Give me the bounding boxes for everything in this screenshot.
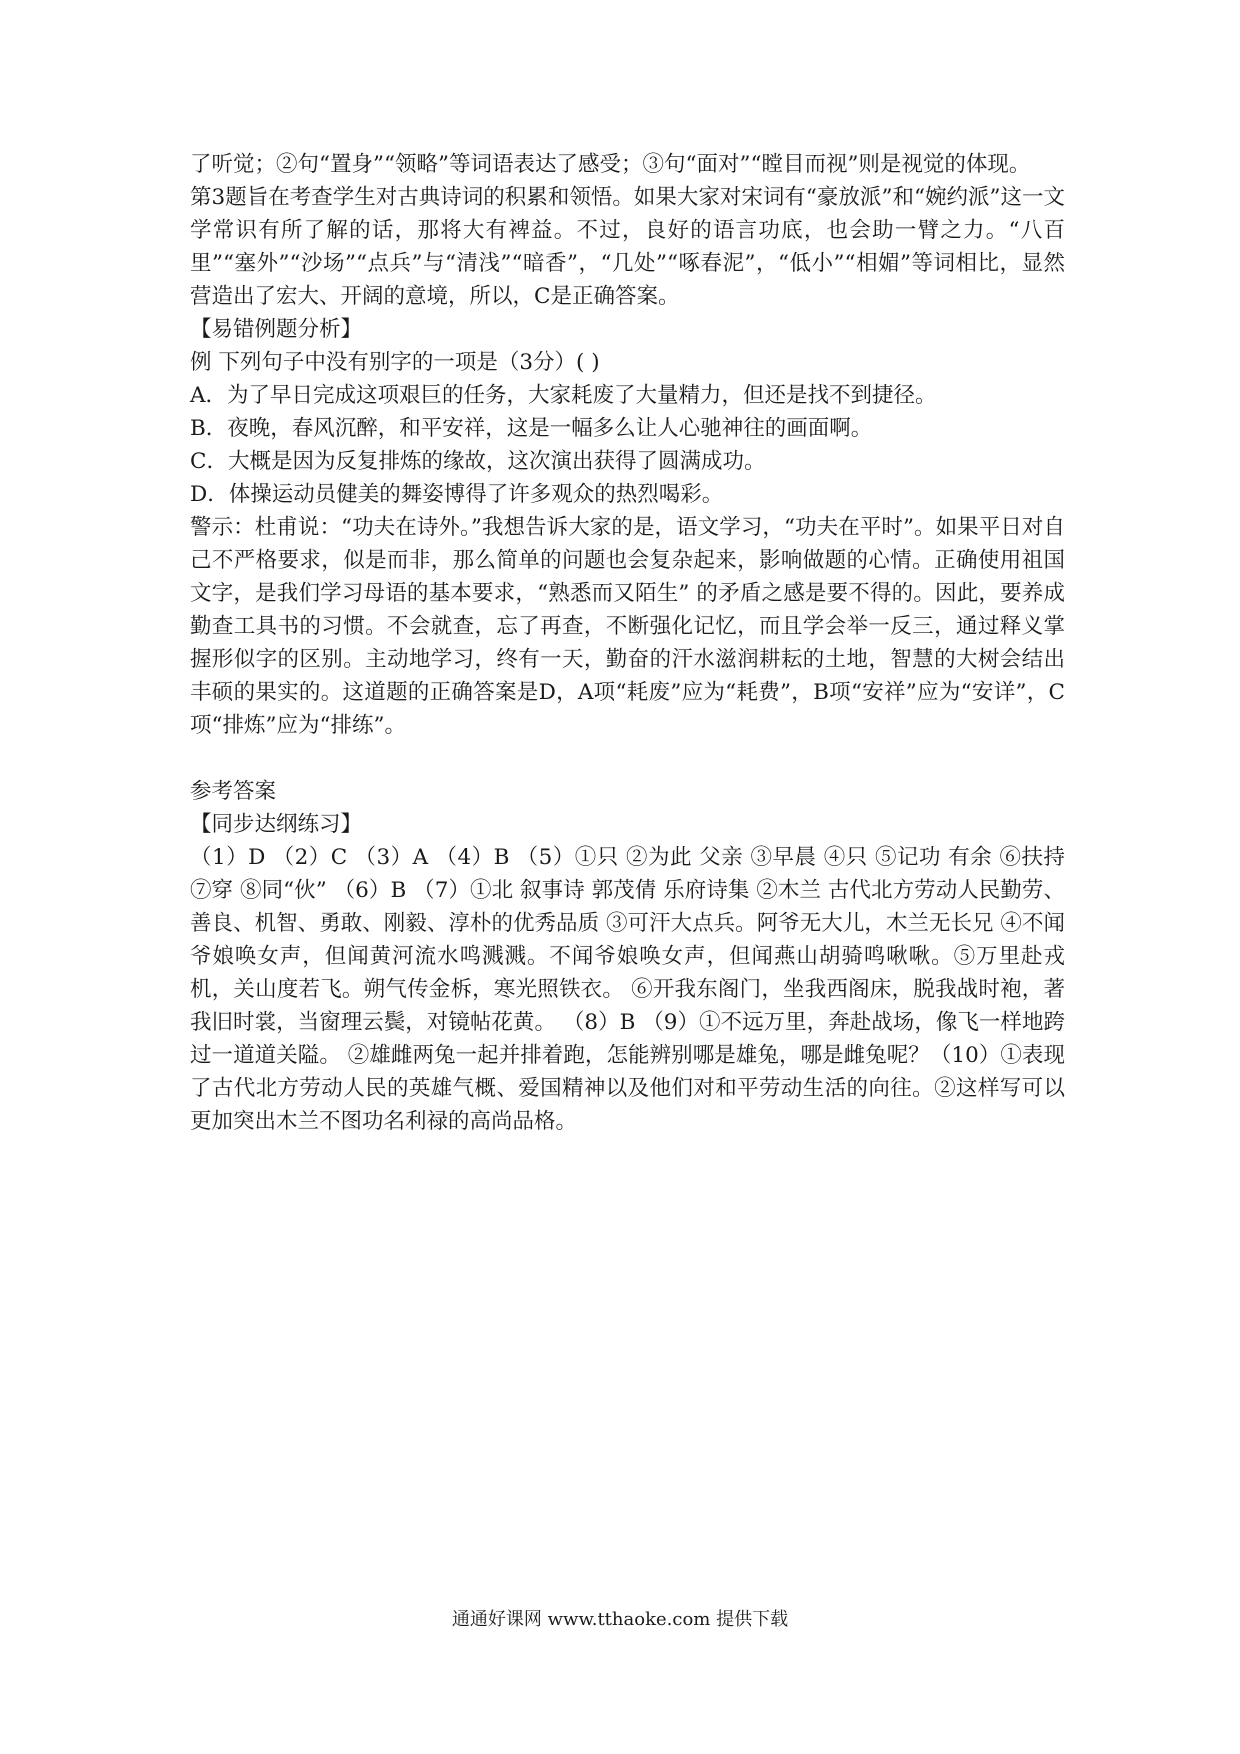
answers-title: 参考答案 bbox=[190, 779, 277, 804]
page-footer: 通通好课网 www.tthaoke.com 提供下载 bbox=[451, 1609, 789, 1630]
error-example-question: 例 下列句子中没有别字的一项是（3分）( ) bbox=[190, 350, 600, 375]
option-a: A．为了早日完成这项艰巨的任务，大家耗废了大量精力，但还是找不到捷径。 bbox=[190, 383, 937, 408]
analysis-paragraph-2: 第3题旨在考查学生对古典诗词的积累和领悟。如果大家对宋词有“豪放派”和“婉约派”这一文学常识有所了解的话，那将大有裨益。不过，良好的语言功底，也会助一臂之力。“八百里”“塞外”“沙场”“点兵”与“清浅”“暗香”，“几处”“啄春泥”，“低小”“相媚”等词相比，显然营造出了宏大、开阔的意境，所以，C是正确答案。 bbox=[190, 185, 1065, 309]
analysis-paragraph-1: 了听觉；②句“置身”“领略”等词语表达了感受；③句“面对”“瞠目而视”则是视觉的体现。 bbox=[190, 152, 1031, 177]
error-example-heading: 【易错例题分析】 bbox=[190, 317, 363, 342]
option-d: D．体操运动员健美的舞姿博得了许多观众的热烈喝彩。 bbox=[190, 482, 724, 507]
document-body bbox=[190, 148, 1065, 1138]
answers-section-heading: 【同步达纲练习】 bbox=[190, 812, 363, 837]
answers-body: （1）D （2）C （3）A （4）B （5）①只 ②为此 父亲 ③早晨 ④只 ⑤记功 有余 ⑥扶持 ⑦穿 ⑧同“伙” （6）B （7）①北 叙事诗 郭茂倩 乐府诗集 ②木兰 古代北方劳动人民勤劳、善良、机智、勇敢、刚毅、淳朴的优秀品质 ③可汗大点兵。阿爷无大儿，木兰无长兄 ④不闻爷娘唤女声，但闻黄河流水鸣溅溅。不闻爷娘唤女声，但闻燕山胡骑鸣啾啾。⑤万里赴戎机，关山度若飞。朔气传金柝，寒光照铁衣。 ⑥开我东阁门，坐我西阁床，脱我战时袍，著我旧时裳，当窗理云鬓，对镜帖花黄。 （8）B （9）①不远万里，奔赴战场，像飞一样地跨过一道道关隘。 ②雄雌两兔一起并排着跑，怎能辨别哪是雄兔，哪是雌兔呢？（10）①表现了古代北方劳动人民的英雄气概、爱国精神以及他们对和平劳动生活的向往。②这样写可以更加突出木兰不图功名利禄的高尚品格。 bbox=[190, 845, 1065, 1134]
section-spacer bbox=[190, 742, 1065, 775]
warning-paragraph: 警示：杜甫说：“功夫在诗外。”我想告诉大家的是，语文学习，“功夫在平时”。如果平日对自己不严格要求，似是而非，那么简单的问题也会复杂起来，影响做题的心情。正确使用祖国文字，是我们学习母语的基本要求，“熟悉而又陌生” 的矛盾之感是要不得的。因此，要养成勤查工具书的习惯。不会就查，忘了再查，不断强化记忆，而且学会举一反三，通过释义掌握形似字的区别。主动地学习，终有一天，勤奋的汗水滋润耕耘的土地，智慧的大树会结出丰硕的果实的。这道题的正确答案是D，A项“耗废”应为“耗费”，B项“安祥”应为“安详”，C项“排炼”应为“排练”。 bbox=[190, 515, 1065, 738]
option-b: B．夜晚，春风沉醉，和平安祥，这是一幅多么让人心驰神往的画面啊。 bbox=[190, 416, 873, 441]
option-c: C．大概是因为反复排炼的缘故，这次演出获得了圆满成功。 bbox=[190, 449, 766, 474]
